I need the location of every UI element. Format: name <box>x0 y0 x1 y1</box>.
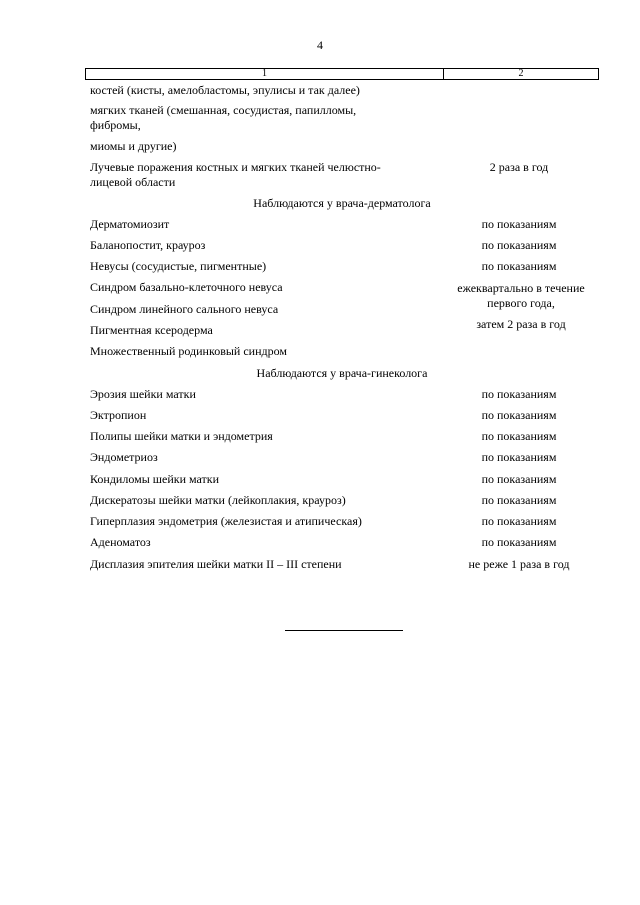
row-condition: Множественный родинковый синдром <box>90 344 287 358</box>
row-frequency: по показаниям <box>481 493 557 507</box>
row-frequency: по показаниям <box>481 217 557 231</box>
row-condition: Эрозия шейки матки <box>90 387 196 401</box>
row-condition: Баланопостит, крауроз <box>90 238 206 252</box>
row-frequency: по показаниям <box>481 387 557 401</box>
row-condition: Эктропион <box>90 408 147 422</box>
row-frequency: 2 раза в год <box>489 160 549 174</box>
table-header-row <box>85 68 599 80</box>
merged-frequency-line-1: ежеквартально в течение первого года, <box>457 281 585 310</box>
table-header-col-2: 2 <box>518 68 524 79</box>
end-of-document-rule <box>285 630 403 631</box>
row-frequency: по показаниям <box>481 535 557 549</box>
row-frequency: по показаниям <box>481 450 557 464</box>
row-condition: Полипы шейки матки и эндометрия <box>90 429 273 443</box>
row-condition: Пигментная ксеродерма <box>90 323 213 337</box>
page-number: 4 <box>317 38 323 52</box>
row-frequency: по показаниям <box>481 238 557 252</box>
row-condition: Невусы (сосудистые, пигментные) <box>90 259 267 273</box>
row-condition: Дискератозы шейки матки (лейкоплакия, крауроз) <box>90 493 346 507</box>
section-title-gynecologist: Наблюдаются у врача-гинеколога <box>256 366 428 380</box>
row-condition: Дерматомиозит <box>90 217 170 231</box>
row-condition: Дисплазия эпителия шейки матки II – III степени <box>90 557 342 571</box>
row-frequency: не реже 1 раза в год <box>468 557 570 571</box>
table-header-col-1: 1 <box>86 69 444 79</box>
row-frequency: по показаниям <box>481 472 557 486</box>
row-condition: мягких тканей (смешанная, сосудистая, папилломы, фибромы, <box>90 103 357 132</box>
row-frequency: по показаниям <box>481 408 557 422</box>
row-condition: Эндометриоз <box>90 450 158 464</box>
row-condition: костей (кисты, амелобластомы, эпулисы и так далее) <box>90 83 360 97</box>
row-condition: миомы и другие) <box>90 139 177 153</box>
row-condition: Синдром базально-клеточного невуса <box>90 280 283 294</box>
row-frequency: по показаниям <box>481 514 557 528</box>
row-condition: Аденоматоз <box>90 535 151 549</box>
section-title-dermatologist: Наблюдаются у врача-дерматолога <box>253 196 431 210</box>
row-condition: Кондиломы шейки матки <box>90 472 220 486</box>
row-frequency: по показаниям <box>481 429 557 443</box>
row-condition: Синдром линейного сального невуса <box>90 302 279 316</box>
row-frequency: по показаниям <box>481 259 557 273</box>
row-condition: Лучевые поражения костных и мягких тканей челюстно-лицевой области <box>90 160 381 189</box>
row-condition: Гиперплазия эндометрия (железистая и атипическая) <box>90 514 362 528</box>
merged-frequency-line-2: затем 2 раза в год <box>476 317 566 331</box>
